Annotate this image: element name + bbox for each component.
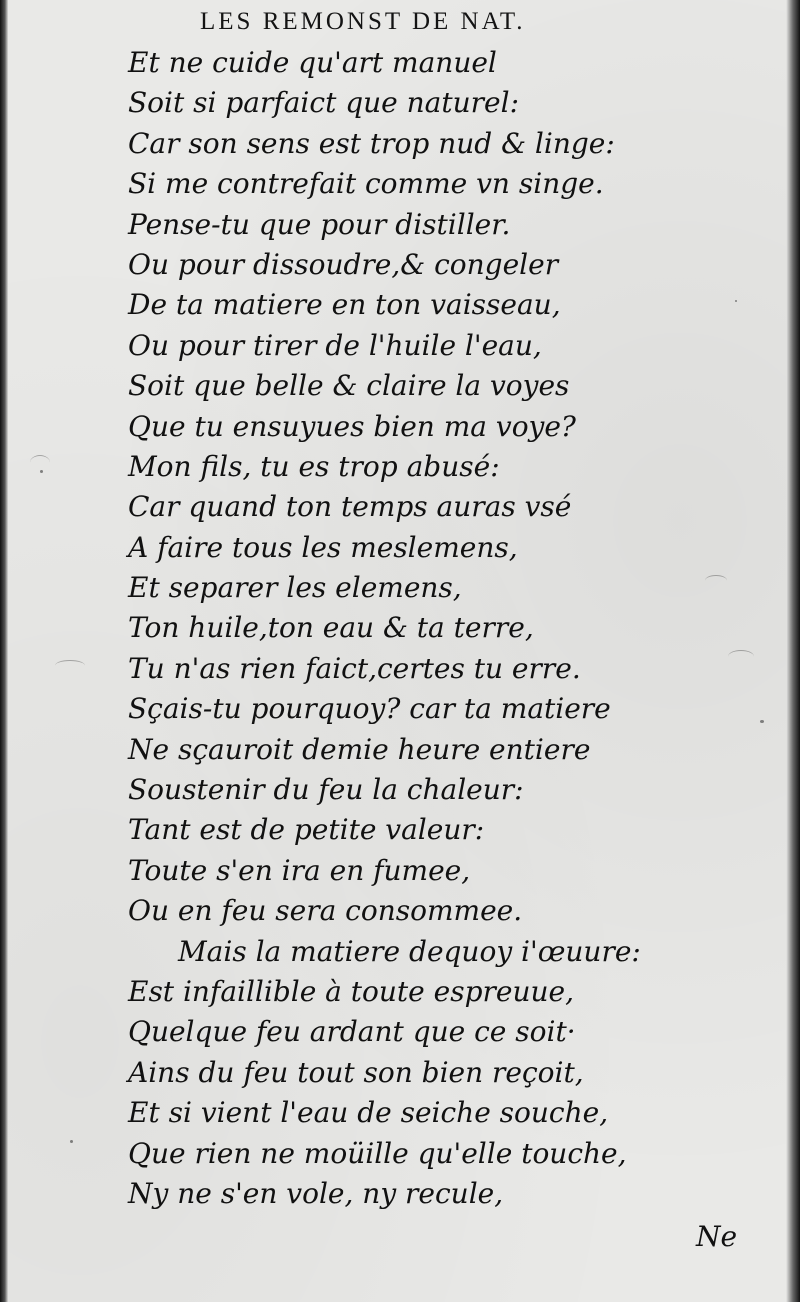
verse-line: Pense-tu que pour distiller.	[128, 207, 511, 241]
verse-line: Tu n'as rien faict,certes tu erre.	[128, 651, 581, 685]
verse-line: Que rien ne moüille qu'elle touche,	[128, 1136, 627, 1170]
verse-line: Tant est de petite valeur:	[128, 813, 485, 847]
paper-speck	[40, 470, 43, 473]
verse-line: Soit que belle & claire la voyes	[128, 369, 570, 403]
paper-fiber	[705, 575, 727, 586]
verse-line: Est infaillible à toute espreuue,	[128, 974, 574, 1008]
page-right-edge-shadow	[786, 0, 800, 1302]
page-left-edge-shadow	[0, 0, 8, 1302]
verse-line: Et separer les elemens,	[128, 571, 462, 605]
verse-line: Soit si parfaict que naturel:	[128, 86, 520, 120]
verse-line: Ains du feu tout son bien reçoit,	[128, 1055, 584, 1089]
verse-line: Toute s'en ira en fumee,	[128, 853, 471, 887]
verse-line: Et si vient l'eau de seiche souche,	[128, 1096, 609, 1130]
verse-line: Ny ne s'en vole, ny recule,	[128, 1176, 504, 1210]
verse-line: Ou pour tirer de l'huile l'eau,	[128, 328, 542, 362]
verse-line: Que tu ensuyues bien ma voye?	[128, 409, 576, 443]
verse-line: Sçais-tu pourquoy? car ta matiere	[128, 692, 611, 726]
paper-speck	[735, 300, 737, 302]
verse-line: Ton huile,ton eau & ta terre,	[128, 611, 534, 645]
paper-fiber	[30, 455, 50, 470]
verse-line: Car son sens est trop nud & linge:	[128, 126, 615, 160]
verse-block	[128, 43, 728, 1214]
verse-line: De ta matiere en ton vaisseau,	[128, 288, 561, 322]
verse-line: Mais la matiere dequoy i'œuure:	[178, 934, 641, 968]
verse-line: Et ne cuide qu'art manuel	[128, 46, 497, 79]
running-head: LES REMONST DE NAT.	[200, 8, 526, 35]
verse-line: Si me contrefait comme vn singe.	[128, 167, 604, 201]
verse-line: Quelque feu ardant que ce soit·	[128, 1015, 576, 1049]
paper-speck	[760, 720, 764, 723]
paper-fiber	[728, 650, 754, 663]
verse-line: A faire tous les meslemens,	[128, 530, 518, 564]
catchword: Ne	[696, 1220, 738, 1253]
verse-line: Ne sçauroit demie heure entiere	[128, 732, 591, 766]
paper-fiber	[55, 660, 85, 671]
paper-speck	[70, 1140, 73, 1143]
verse-line: Car quand ton temps auras vsé	[128, 490, 572, 524]
verse-line: Ou en feu sera consommee.	[128, 894, 523, 928]
verse-line: Soustenir du feu la chaleur:	[128, 773, 524, 807]
verse-line: Ou pour dissoudre,& congeler	[128, 247, 559, 281]
verse-line: Mon fils, tu es trop abusé:	[128, 449, 500, 483]
